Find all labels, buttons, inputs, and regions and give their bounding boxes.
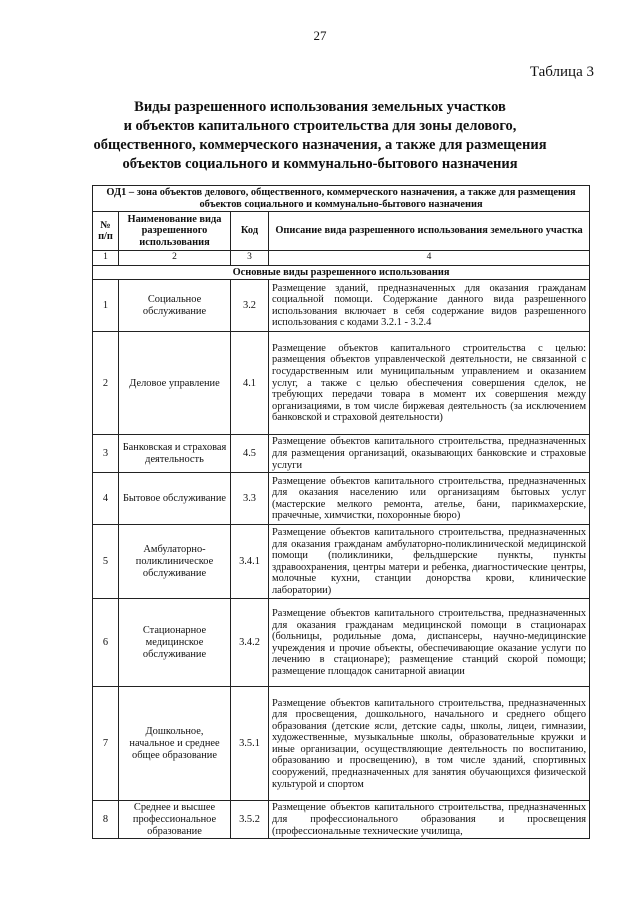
column-header-num: № п/п	[93, 212, 119, 251]
row-description: Размещение объектов капитального строительства с целью: размещения объектов управленческой деятельности, не связанной с государственным или муниципальным управлением и оказанием услуг, а также с целью обеспечения совершения сделок, не требующих передачи товара в момент их совершения между организациями, в том числе биржевая деятельность (за исключением банковской и страховой деятельности)	[269, 332, 590, 435]
zone-header-row	[93, 186, 590, 212]
section-row	[93, 265, 590, 280]
table-label: Таблица 3	[529, 64, 594, 80]
row-number: 8	[93, 801, 119, 839]
land-use-table	[92, 185, 590, 839]
row-name: Дошкольное, начальное и среднее общее образование	[119, 687, 231, 801]
table-row	[93, 435, 590, 473]
column-header-name: Наименование вида разрешенного использования	[119, 212, 231, 251]
zone-header: ОД1 – зона объектов делового, общественного, коммерческого назначения, а также для размещения объектов социального и коммунально-бытового назначения	[93, 186, 590, 212]
table-row	[93, 687, 590, 801]
row-description: Размещение зданий, предназначенных для оказания гражданам социальной помощи. Содержание данного вида разрешенного использования включает в себя содержание видов разрешенного использования с кодами 3.2.1 - 3.2.4	[269, 280, 590, 332]
column-number: 2	[119, 251, 231, 266]
table-row	[93, 473, 590, 525]
row-code: 3.5.1	[231, 687, 269, 801]
row-name: Банковская и страховая деятельность	[119, 435, 231, 473]
row-name: Социальное обслуживание	[119, 280, 231, 332]
column-header-description: Описание вида разрешенного использования земельного участка	[269, 212, 590, 251]
column-number-row	[93, 251, 590, 266]
table-row	[93, 280, 590, 332]
row-code: 4.5	[231, 435, 269, 473]
row-number: 5	[93, 525, 119, 599]
page-number: 27	[313, 28, 327, 43]
row-code: 4.1	[231, 332, 269, 435]
section-title: Основные виды разрешенного использования	[93, 265, 590, 280]
table-row	[93, 599, 590, 687]
table-row	[93, 525, 590, 599]
row-name: Среднее и высшее профессиональное образование	[119, 801, 231, 839]
row-code: 3.4.1	[231, 525, 269, 599]
row-description: Размещение объектов капитального строительства, предназначенных для профессионального образования и просвещения (профессиональные технические училища,	[269, 801, 590, 839]
row-number: 1	[93, 280, 119, 332]
title-line: объектов социального и коммунально-бытового назначения	[122, 156, 518, 172]
title-line: Виды разрешенного использования земельных участков	[134, 99, 506, 115]
row-name: Бытовое обслуживание	[119, 473, 231, 525]
row-number: 6	[93, 599, 119, 687]
document-title	[60, 98, 580, 174]
row-number: 4	[93, 473, 119, 525]
row-description: Размещение объектов капитального строительства, предназначенных для оказания гражданам медицинской помощи в стационарах (больницы, родильные дома, диспансеры, научно-медицинские учреждения и прочие объекты, обеспечивающие оказание услуги по лечению в стационаре); размещение станций скорой помощи; размещение площадок санитарной авиации	[269, 599, 590, 687]
row-number: 3	[93, 435, 119, 473]
row-code: 3.5.2	[231, 801, 269, 839]
table-row	[93, 332, 590, 435]
row-name: Стационарное медицинское обслуживание	[119, 599, 231, 687]
row-name: Деловое управление	[119, 332, 231, 435]
table-row	[93, 801, 590, 839]
title-line: общественного, коммерческого назначения, а также для размещения	[93, 137, 547, 153]
column-number: 4	[269, 251, 590, 266]
row-description: Размещение объектов капитального строительства, предназначенных для размещения организаций, оказывающих банковские и страховые услуги	[269, 435, 590, 473]
row-code: 3.2	[231, 280, 269, 332]
row-number: 7	[93, 687, 119, 801]
row-number: 2	[93, 332, 119, 435]
column-number: 1	[93, 251, 119, 266]
row-code: 3.4.2	[231, 599, 269, 687]
row-description: Размещение объектов капитального строительства, предназначенных для оказания гражданам амбулаторно-поликлинической медицинской помощи (поликлиники, фельдшерские пункты, пункты здравоохранения, центры матери и ребенка, диагностические центры, молочные кухни, станции донорства крови, клинические лаборатории)	[269, 525, 590, 599]
row-description: Размещение объектов капитального строительства, предназначенных для оказания населению или организациям бытовых услуг (мастерские мелкого ремонта, ателье, бани, парикмахерские, прачечные, химчистки, похоронные бюро)	[269, 473, 590, 525]
row-description: Размещение объектов капитального строительства, предназначенных для просвещения, дошкольного, начального и среднего общего образования (детские ясли, детские сады, школы, лицеи, гимназии, художественные, музыкальные школы, образовательные кружки и иные организации, осуществляющие деятельность по воспитанию, образованию и просвещению), в том числе зданий, спортивных сооружений, предназначенных для занятия обучающихся физической культурой и спортом	[269, 687, 590, 801]
row-code: 3.3	[231, 473, 269, 525]
row-name: Амбулаторно-поликлиническое обслуживание	[119, 525, 231, 599]
title-line: и объектов капитального строительства для зоны делового,	[123, 118, 517, 134]
column-number: 3	[231, 251, 269, 266]
column-header-row	[93, 212, 590, 251]
column-header-code: Код	[231, 212, 269, 251]
